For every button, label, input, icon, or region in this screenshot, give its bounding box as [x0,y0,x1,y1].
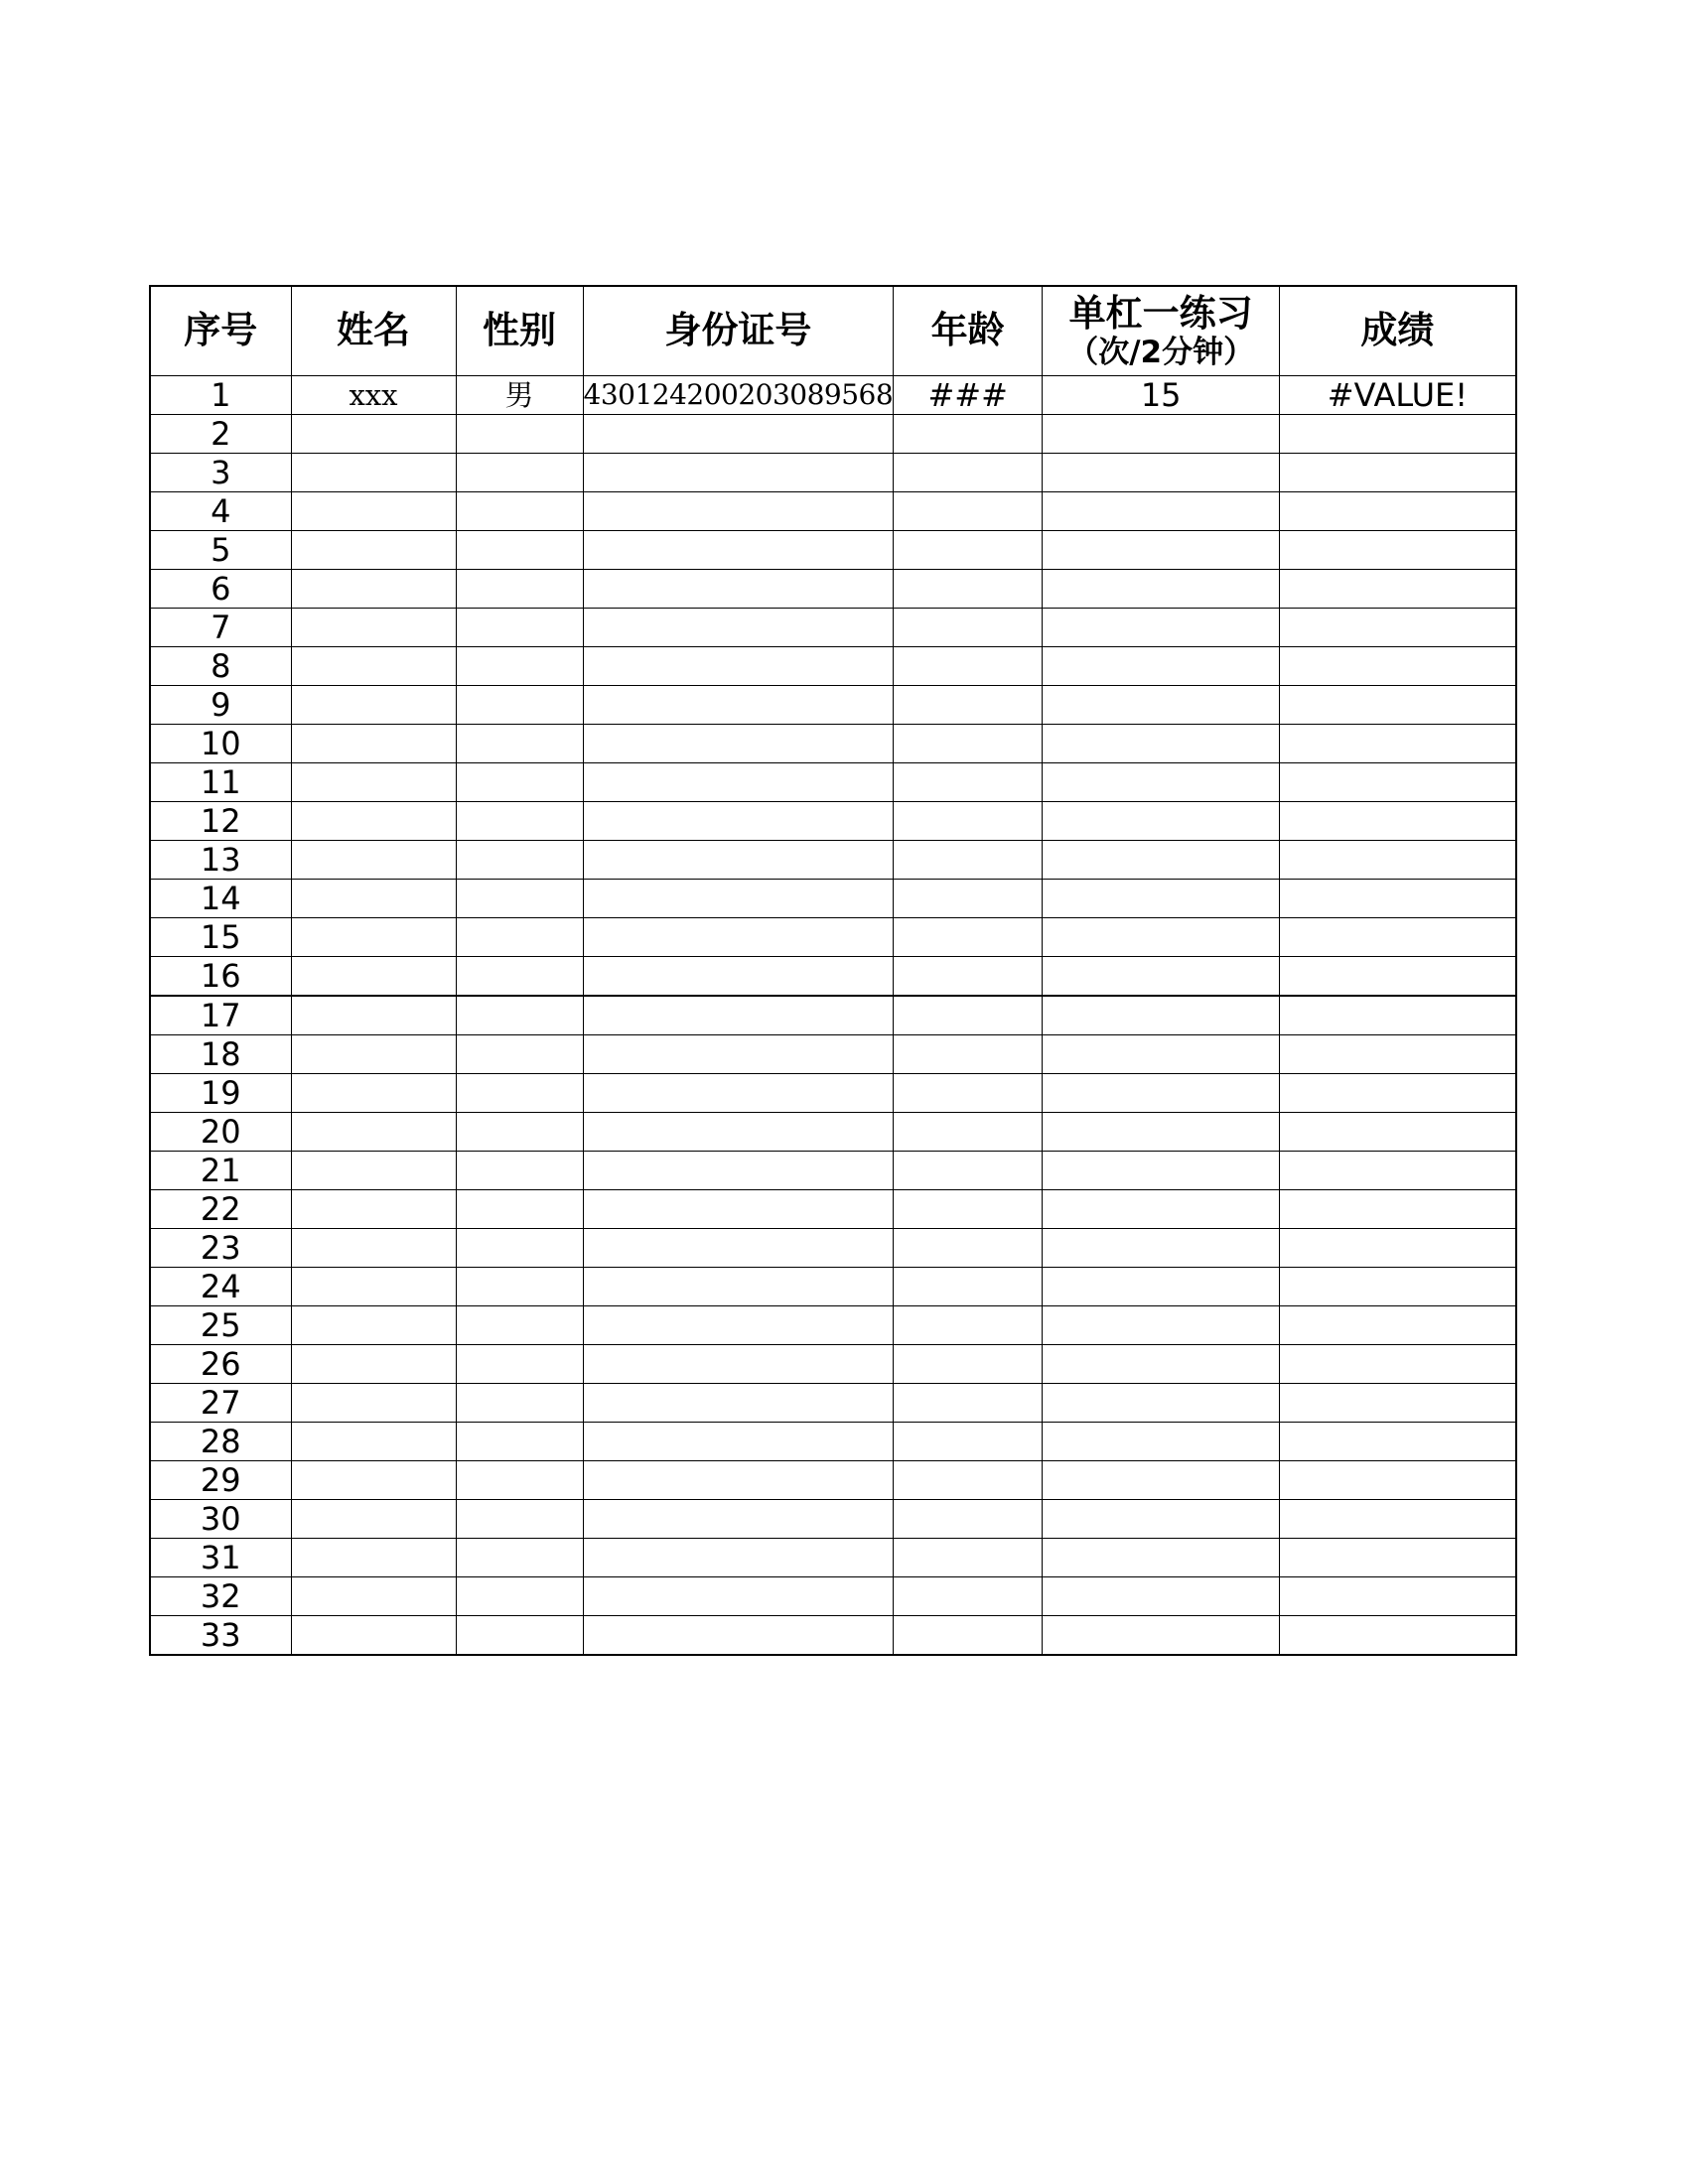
cell-id-number[interactable] [583,1616,894,1656]
cell-index[interactable]: 27 [150,1384,291,1423]
cell-exercise[interactable] [1043,1384,1280,1423]
cell-id-number[interactable] [583,802,894,841]
cell-index[interactable]: 30 [150,1500,291,1539]
cell-exercise[interactable] [1043,415,1280,454]
table-row [150,1345,1516,1384]
cell-age[interactable] [894,841,1043,880]
table-row [150,1229,1516,1268]
cell-exercise[interactable] [1043,763,1280,802]
cell-index[interactable]: 31 [150,1539,291,1577]
cell-index[interactable]: 11 [150,763,291,802]
table-row [150,996,1516,1035]
header-gender: 性别 [456,286,583,376]
header-id-number: 身份证号 [583,286,894,376]
cell-name[interactable] [291,1384,456,1423]
cell-exercise[interactable] [1043,609,1280,647]
cell-name[interactable] [291,647,456,686]
cell-age[interactable] [894,1113,1043,1152]
cell-gender[interactable] [456,1461,583,1500]
cell-gender[interactable] [456,957,583,997]
cell-name[interactable] [291,454,456,492]
table-row [150,763,1516,802]
table-row [150,1113,1516,1152]
table-row [150,1539,1516,1577]
cell-gender[interactable] [456,996,583,1035]
table-row [150,531,1516,570]
cell-name[interactable] [291,1461,456,1500]
cell-index[interactable]: 5 [150,531,291,570]
cell-index[interactable]: 9 [150,686,291,725]
cell-id-number[interactable] [583,1035,894,1074]
cell-name[interactable] [291,1577,456,1616]
cell-age[interactable] [894,1268,1043,1306]
cell-index[interactable]: 1 [150,376,291,415]
cell-age[interactable] [894,570,1043,609]
cell-index[interactable]: 33 [150,1616,291,1656]
cell-score[interactable] [1280,1345,1516,1384]
header-name: 姓名 [291,286,456,376]
cell-exercise[interactable] [1043,1345,1280,1384]
cell-id-number[interactable] [583,957,894,997]
cell-gender[interactable] [456,1345,583,1384]
cell-index[interactable]: 28 [150,1423,291,1461]
cell-score[interactable] [1280,1384,1516,1423]
cell-age[interactable] [894,1423,1043,1461]
cell-exercise[interactable] [1043,1074,1280,1113]
cell-exercise[interactable] [1043,1190,1280,1229]
cell-age[interactable] [894,880,1043,918]
cell-gender[interactable] [456,841,583,880]
table-row [150,1035,1516,1074]
cell-exercise[interactable] [1043,1268,1280,1306]
cell-gender[interactable] [456,415,583,454]
cell-gender[interactable] [456,1113,583,1152]
cell-score[interactable] [1280,686,1516,725]
cell-gender[interactable] [456,531,583,570]
cell-index[interactable]: 4 [150,492,291,531]
cell-id-number[interactable] [583,996,894,1035]
table-row [150,609,1516,647]
header-row [150,286,1516,376]
cell-age[interactable] [894,763,1043,802]
cell-gender[interactable] [456,918,583,957]
cell-id-number[interactable] [583,531,894,570]
cell-score[interactable] [1280,763,1516,802]
cell-gender[interactable] [456,1229,583,1268]
cell-name[interactable] [291,1190,456,1229]
table-row [150,647,1516,686]
cell-name[interactable] [291,609,456,647]
table-row [150,1074,1516,1113]
cell-gender[interactable] [456,1074,583,1113]
cell-exercise[interactable] [1043,1035,1280,1074]
cell-score[interactable] [1280,1616,1516,1656]
cell-id-number[interactable] [583,1152,894,1190]
cell-age[interactable] [894,1035,1043,1074]
table-row [150,1306,1516,1345]
cell-name[interactable] [291,1539,456,1577]
cell-id-number[interactable] [583,454,894,492]
table-row [150,1616,1516,1656]
table-row [150,918,1516,957]
cell-exercise[interactable] [1043,531,1280,570]
cell-index[interactable]: 21 [150,1152,291,1190]
cell-exercise[interactable] [1043,725,1280,763]
cell-age[interactable] [894,1074,1043,1113]
cell-exercise[interactable] [1043,802,1280,841]
cell-score[interactable] [1280,1113,1516,1152]
cell-exercise[interactable] [1043,1229,1280,1268]
cell-name[interactable] [291,763,456,802]
cell-index[interactable]: 20 [150,1113,291,1152]
cell-age[interactable] [894,454,1043,492]
cell-index[interactable]: 13 [150,841,291,880]
cell-gender[interactable] [456,1035,583,1074]
cell-name[interactable] [291,1306,456,1345]
cell-gender[interactable] [456,1152,583,1190]
table-row [150,802,1516,841]
cell-age[interactable] [894,1539,1043,1577]
cell-score[interactable] [1280,1461,1516,1500]
cell-exercise[interactable] [1043,1306,1280,1345]
cell-id-number[interactable] [583,647,894,686]
table-row [150,1577,1516,1616]
cell-index[interactable]: 32 [150,1577,291,1616]
cell-exercise[interactable] [1043,1577,1280,1616]
cell-gender[interactable] [456,1268,583,1306]
cell-id-number[interactable]: 430124200203089568 [583,376,894,415]
cell-age[interactable] [894,1461,1043,1500]
cell-id-number[interactable] [583,570,894,609]
cell-age[interactable] [894,1577,1043,1616]
cell-id-number[interactable] [583,1345,894,1384]
score-table [149,285,1517,1656]
table-row [150,1461,1516,1500]
cell-gender[interactable] [456,570,583,609]
cell-id-number[interactable] [583,1268,894,1306]
cell-index[interactable]: 15 [150,918,291,957]
cell-exercise[interactable] [1043,880,1280,918]
cell-name[interactable]: xxx [291,376,456,415]
cell-score[interactable] [1280,802,1516,841]
cell-index[interactable]: 25 [150,1306,291,1345]
cell-score[interactable] [1280,918,1516,957]
cell-name[interactable] [291,415,456,454]
cell-name[interactable] [291,918,456,957]
cell-exercise[interactable] [1043,1539,1280,1577]
cell-index[interactable]: 22 [150,1190,291,1229]
cell-age[interactable] [894,1500,1043,1539]
header-exercise-title: 单杠一练习 [1068,292,1253,336]
header-exercise-unit: （次/2分钟） [1067,334,1255,370]
cell-gender[interactable] [456,1423,583,1461]
cell-name[interactable] [291,686,456,725]
cell-score[interactable] [1280,996,1516,1035]
cell-index[interactable]: 8 [150,647,291,686]
cell-name[interactable] [291,570,456,609]
cell-id-number[interactable] [583,725,894,763]
cell-id-number[interactable] [583,880,894,918]
cell-age[interactable] [894,1616,1043,1656]
cell-id-number[interactable] [583,1539,894,1577]
table-row [150,376,1516,415]
cell-exercise[interactable] [1043,1152,1280,1190]
table-row [150,454,1516,492]
cell-id-number[interactable] [583,1500,894,1539]
cell-name[interactable] [291,725,456,763]
cell-gender[interactable] [456,1616,583,1656]
table-row [150,957,1516,997]
header-score: 成绩 [1280,286,1516,376]
header-exercise [1043,286,1280,376]
cell-index[interactable]: 24 [150,1268,291,1306]
cell-score[interactable] [1280,880,1516,918]
cell-index[interactable]: 6 [150,570,291,609]
cell-index[interactable]: 2 [150,415,291,454]
cell-gender[interactable] [456,725,583,763]
table-body [150,376,1516,1656]
cell-name[interactable] [291,880,456,918]
cell-index[interactable]: 3 [150,454,291,492]
cell-score[interactable] [1280,647,1516,686]
cell-score[interactable]: #VALUE! [1280,376,1516,415]
cell-exercise[interactable] [1043,492,1280,531]
cell-id-number[interactable] [583,763,894,802]
cell-score[interactable] [1280,1035,1516,1074]
cell-name[interactable] [291,1074,456,1113]
cell-gender[interactable] [456,802,583,841]
table-row [150,880,1516,918]
cell-gender[interactable] [456,492,583,531]
cell-age[interactable] [894,918,1043,957]
cell-id-number[interactable] [583,1461,894,1500]
cell-id-number[interactable] [583,1423,894,1461]
cell-exercise[interactable] [1043,918,1280,957]
cell-age[interactable] [894,647,1043,686]
cell-exercise[interactable] [1043,570,1280,609]
cell-gender[interactable] [456,1500,583,1539]
cell-age[interactable] [894,1190,1043,1229]
cell-score[interactable] [1280,454,1516,492]
cell-exercise[interactable] [1043,996,1280,1035]
cell-age[interactable] [894,1345,1043,1384]
cell-index[interactable]: 26 [150,1345,291,1384]
table-row [150,1384,1516,1423]
cell-age[interactable]: ### [894,376,1043,415]
cell-score[interactable] [1280,1152,1516,1190]
header-index: 序号 [150,286,291,376]
cell-name[interactable] [291,1616,456,1656]
cell-score[interactable] [1280,1539,1516,1577]
cell-name[interactable] [291,802,456,841]
cell-score[interactable] [1280,841,1516,880]
cell-id-number[interactable] [583,1384,894,1423]
cell-name[interactable] [291,531,456,570]
cell-score[interactable] [1280,1268,1516,1306]
cell-id-number[interactable] [583,1074,894,1113]
cell-exercise[interactable] [1043,454,1280,492]
cell-score[interactable] [1280,1190,1516,1229]
cell-score[interactable] [1280,609,1516,647]
cell-name[interactable] [291,1268,456,1306]
cell-id-number[interactable] [583,686,894,725]
cell-index[interactable]: 10 [150,725,291,763]
cell-score[interactable] [1280,570,1516,609]
cell-score[interactable] [1280,1500,1516,1539]
cell-score[interactable] [1280,1229,1516,1268]
cell-index[interactable]: 14 [150,880,291,918]
cell-age[interactable] [894,686,1043,725]
cell-gender[interactable]: 男 [456,376,583,415]
cell-score[interactable] [1280,531,1516,570]
cell-gender[interactable] [456,1190,583,1229]
cell-age[interactable] [894,1229,1043,1268]
cell-id-number[interactable] [583,1229,894,1268]
table-row [150,1268,1516,1306]
cell-age[interactable] [894,609,1043,647]
cell-gender[interactable] [456,454,583,492]
cell-gender[interactable] [456,609,583,647]
cell-exercise[interactable] [1043,1113,1280,1152]
cell-score[interactable] [1280,1306,1516,1345]
cell-age[interactable] [894,725,1043,763]
cell-id-number[interactable] [583,1577,894,1616]
cell-age[interactable] [894,957,1043,997]
cell-index[interactable]: 12 [150,802,291,841]
cell-name[interactable] [291,1500,456,1539]
table-row [150,841,1516,880]
cell-score[interactable] [1280,957,1516,997]
cell-exercise[interactable] [1043,1461,1280,1500]
cell-name[interactable] [291,1035,456,1074]
cell-age[interactable] [894,415,1043,454]
cell-gender[interactable] [456,880,583,918]
cell-name[interactable] [291,1423,456,1461]
cell-exercise[interactable]: 15 [1043,376,1280,415]
cell-name[interactable] [291,1229,456,1268]
cell-id-number[interactable] [583,1113,894,1152]
cell-name[interactable] [291,1345,456,1384]
cell-gender[interactable] [456,1384,583,1423]
cell-index[interactable]: 23 [150,1229,291,1268]
cell-age[interactable] [894,1384,1043,1423]
cell-id-number[interactable] [583,1190,894,1229]
cell-score[interactable] [1280,492,1516,531]
cell-name[interactable] [291,492,456,531]
cell-index[interactable]: 19 [150,1074,291,1113]
cell-age[interactable] [894,1152,1043,1190]
header-age: 年龄 [894,286,1043,376]
cell-gender[interactable] [456,1539,583,1577]
table-row [150,415,1516,454]
cell-exercise[interactable] [1043,1616,1280,1656]
cell-name[interactable] [291,996,456,1035]
cell-score[interactable] [1280,1074,1516,1113]
cell-id-number[interactable] [583,1306,894,1345]
cell-age[interactable] [894,492,1043,531]
cell-name[interactable] [291,957,456,997]
cell-id-number[interactable] [583,841,894,880]
cell-index[interactable]: 7 [150,609,291,647]
table-row [150,725,1516,763]
cell-exercise[interactable] [1043,1423,1280,1461]
cell-age[interactable] [894,802,1043,841]
table-row [150,570,1516,609]
cell-id-number[interactable] [583,609,894,647]
table-row [150,492,1516,531]
cell-id-number[interactable] [583,492,894,531]
cell-score[interactable] [1280,1423,1516,1461]
cell-name[interactable] [291,1152,456,1190]
cell-gender[interactable] [456,647,583,686]
table-row [150,1500,1516,1539]
cell-index[interactable]: 18 [150,1035,291,1074]
cell-name[interactable] [291,1113,456,1152]
cell-exercise[interactable] [1043,841,1280,880]
cell-index[interactable]: 17 [150,996,291,1035]
table-row [150,1152,1516,1190]
cell-score[interactable] [1280,725,1516,763]
cell-age[interactable] [894,531,1043,570]
table-row [150,686,1516,725]
cell-name[interactable] [291,841,456,880]
cell-exercise[interactable] [1043,647,1280,686]
cell-exercise[interactable] [1043,1500,1280,1539]
cell-gender[interactable] [456,686,583,725]
cell-score[interactable] [1280,1577,1516,1616]
cell-exercise[interactable] [1043,686,1280,725]
cell-age[interactable] [894,996,1043,1035]
cell-exercise[interactable] [1043,957,1280,997]
cell-gender[interactable] [456,763,583,802]
table-row [150,1423,1516,1461]
cell-gender[interactable] [456,1577,583,1616]
cell-gender[interactable] [456,1306,583,1345]
table-row [150,1190,1516,1229]
cell-index[interactable]: 16 [150,957,291,997]
cell-index[interactable]: 29 [150,1461,291,1500]
cell-id-number[interactable] [583,918,894,957]
cell-score[interactable] [1280,415,1516,454]
cell-age[interactable] [894,1306,1043,1345]
cell-id-number[interactable] [583,415,894,454]
